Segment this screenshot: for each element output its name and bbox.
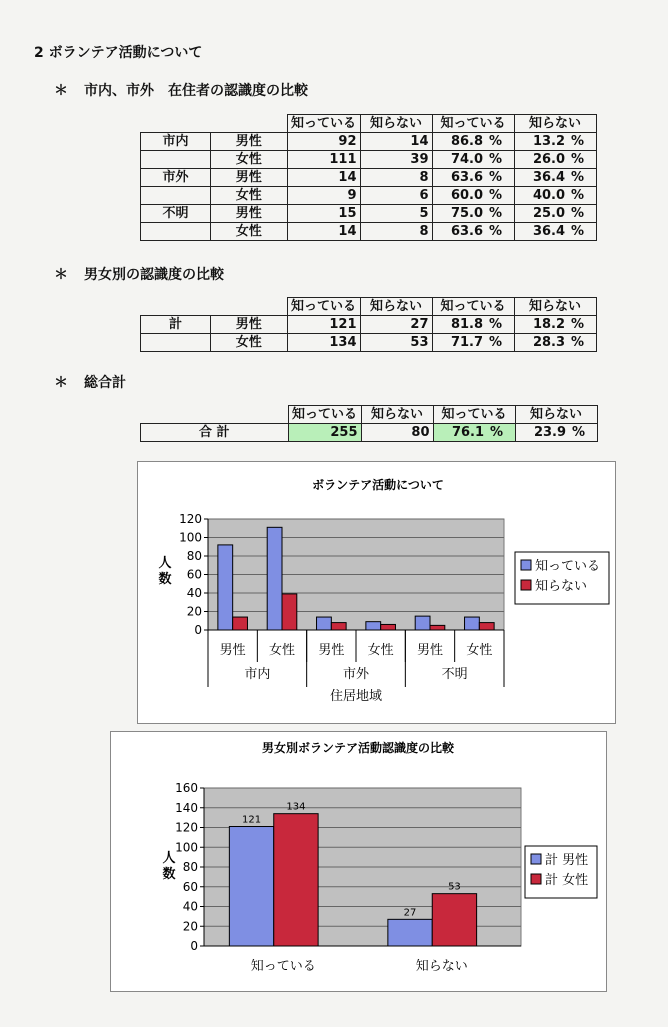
pct-unit: % — [485, 205, 514, 223]
legend-swatch — [531, 874, 541, 884]
header-know-count: 知っている — [287, 115, 360, 133]
pct-unit: % — [485, 334, 514, 352]
x-tick-label: 知らない — [415, 959, 468, 974]
header-know-pct: 知っている — [432, 298, 514, 316]
gender-table — [140, 297, 597, 352]
region-bar-chart — [138, 462, 615, 723]
dont-count-cell: 53 — [360, 334, 432, 352]
dont-count-cell: 5 — [360, 205, 432, 223]
know-pct-cell: 63.6 — [432, 169, 485, 187]
data-label: 121 — [242, 814, 262, 826]
legend-label: 計 女性 — [545, 873, 589, 888]
know-count-cell: 92 — [287, 133, 360, 151]
bar — [229, 827, 273, 946]
x-tick-label: 女性 — [367, 643, 394, 658]
pct-unit: % — [567, 151, 596, 169]
dont-pct-cell: 26.0 — [514, 151, 567, 169]
pct-unit: % — [568, 424, 597, 442]
know-pct-cell: 86.8 — [432, 133, 485, 151]
know-pct-cell: 76.1 — [433, 424, 486, 442]
dont-pct-cell: 40.0 — [514, 187, 567, 205]
y-tick-label: 120 — [179, 512, 202, 526]
know-count-cell: 111 — [287, 151, 360, 169]
know-count-cell: 15 — [287, 205, 360, 223]
know-pct-cell: 60.0 — [432, 187, 485, 205]
group-label: 不明 — [441, 667, 468, 682]
y-tick-label: 100 — [179, 530, 202, 545]
y-tick-label: 80 — [186, 549, 202, 563]
region-cell: 市内 — [141, 133, 211, 151]
header-dont-count: 知らない — [360, 298, 432, 316]
bar — [430, 625, 445, 630]
group-label: 市外 — [342, 667, 370, 682]
dont-count-cell: 39 — [360, 151, 432, 169]
section2-title: 男女別の認識度の比較 — [84, 267, 224, 283]
gender-bar-chart — [111, 732, 606, 991]
table-row — [141, 151, 597, 169]
bar — [366, 622, 381, 630]
pct-unit: % — [485, 169, 514, 187]
region-cell — [141, 187, 211, 205]
know-count-cell: 255 — [288, 424, 361, 442]
know-count-cell: 121 — [287, 316, 360, 334]
gender-cell: 男性 — [211, 316, 288, 334]
know-count-cell: 14 — [287, 223, 360, 241]
bar — [381, 624, 396, 630]
legend-label: 計 男性 — [545, 853, 589, 868]
y-tick-label: 40 — [186, 586, 202, 600]
dont-count-cell: 6 — [360, 187, 432, 205]
chart-gender — [110, 731, 607, 992]
bar — [282, 594, 297, 630]
dont-count-cell: 80 — [361, 424, 433, 442]
gender-cell: 女性 — [211, 334, 288, 352]
table-row — [141, 169, 597, 187]
bar — [317, 617, 332, 630]
x-tick-label: 男性 — [318, 643, 345, 658]
pct-unit: % — [567, 316, 596, 334]
header-dont-count: 知らない — [360, 115, 432, 133]
know-pct-cell: 71.7 — [432, 334, 485, 352]
chart-title: ボランテア活動について — [312, 478, 444, 492]
pct-unit: % — [567, 223, 596, 241]
chart-region — [137, 461, 616, 724]
dont-pct-cell: 23.9 — [515, 424, 568, 442]
y-tick-label: 40 — [182, 899, 198, 914]
y-tick-label: 20 — [186, 604, 202, 619]
dont-count-cell: 14 — [360, 133, 432, 151]
header-dont-count: 知らない — [361, 406, 433, 424]
y-axis-label: 数 — [158, 572, 172, 587]
y-tick-label: 140 — [175, 800, 198, 815]
section1-title: 市内、市外 在住者の認識度の比較 — [84, 83, 308, 99]
pct-unit: % — [485, 133, 514, 151]
x-tick-label: 女性 — [466, 643, 493, 658]
x-tick-label: 女性 — [268, 643, 296, 658]
table-row — [141, 187, 597, 205]
dont-pct-cell: 13.2 — [514, 133, 567, 151]
pct-unit: % — [567, 169, 596, 187]
page-heading: 2 ボランテア活動について — [34, 45, 203, 61]
header-know-count: 知っている — [287, 298, 360, 316]
total-label-cell: 合 計 — [141, 424, 289, 442]
legend-swatch — [521, 560, 531, 570]
legend-label: 知っている — [535, 559, 601, 574]
dont-pct-cell: 28.3 — [514, 334, 567, 352]
dont-count-cell: 8 — [360, 169, 432, 187]
region-cell: 計 — [141, 316, 211, 334]
x-tick-label: 男性 — [416, 643, 444, 658]
bar — [388, 919, 432, 946]
table-row — [141, 316, 597, 334]
bar — [267, 527, 282, 630]
region-cell: 不明 — [141, 205, 211, 223]
pct-unit: % — [485, 151, 514, 169]
legend-swatch — [521, 580, 531, 590]
gender-cell: 男性 — [211, 169, 288, 187]
gender-cell: 女性 — [211, 187, 288, 205]
section1-title-row — [54, 80, 308, 100]
gender-cell: 女性 — [211, 223, 288, 241]
header-dont-pct: 知らない — [515, 406, 597, 424]
dont-pct-cell: 25.0 — [514, 205, 567, 223]
header-know-pct: 知っている — [432, 115, 514, 133]
y-tick-label: 160 — [175, 781, 198, 795]
y-axis-label: 人 — [158, 556, 172, 571]
section2-title-row — [54, 264, 224, 284]
header-know-count: 知っている — [288, 406, 361, 424]
y-tick-label: 20 — [182, 919, 198, 934]
pct-unit: % — [485, 187, 514, 205]
gender-cell: 女性 — [211, 151, 288, 169]
y-tick-label: 100 — [175, 840, 198, 855]
table-row — [141, 223, 597, 241]
section3-title: 総合計 — [84, 375, 126, 391]
y-axis-label: 人 — [162, 851, 176, 866]
data-label: 27 — [403, 907, 417, 919]
pct-unit: % — [486, 424, 515, 442]
gender-cell: 男性 — [211, 205, 288, 223]
region-table — [140, 114, 597, 241]
header-know-pct: 知っている — [433, 406, 515, 424]
y-tick-label: 120 — [175, 820, 198, 835]
dont-count-cell: 8 — [360, 223, 432, 241]
x-tick-label: 知っている — [250, 959, 316, 974]
dont-pct-cell: 18.2 — [514, 316, 567, 334]
pct-unit: % — [567, 334, 596, 352]
section2-bullet: ＊ — [54, 267, 68, 283]
table-row — [141, 205, 597, 223]
data-label: 53 — [448, 881, 461, 893]
bar — [274, 814, 318, 946]
chart-title: 男女別ボランテア活動認識度の比較 — [261, 741, 455, 755]
know-pct-cell: 75.0 — [432, 205, 485, 223]
know-pct-cell: 63.6 — [432, 223, 485, 241]
pct-unit: % — [567, 187, 596, 205]
region-cell — [141, 334, 211, 352]
bar — [465, 617, 480, 630]
header-dont-pct: 知らない — [514, 115, 596, 133]
pct-unit: % — [485, 316, 514, 334]
region-cell: 市外 — [141, 169, 211, 187]
table-row — [141, 424, 598, 442]
y-axis-label: 数 — [162, 867, 176, 882]
section3-bullet: ＊ — [54, 375, 68, 391]
y-tick-label: 60 — [182, 879, 198, 894]
bar — [331, 623, 346, 630]
bar — [233, 617, 248, 630]
section3-title-row — [54, 372, 126, 392]
legend-label: 知らない — [535, 579, 588, 594]
bar — [432, 894, 476, 946]
know-pct-cell: 74.0 — [432, 151, 485, 169]
bar — [218, 545, 233, 630]
bar — [479, 623, 494, 630]
total-table — [140, 405, 598, 442]
region-cell — [141, 223, 211, 241]
section1-bullet: ＊ — [54, 83, 68, 99]
bar — [415, 616, 430, 630]
dont-pct-cell: 36.4 — [514, 169, 567, 187]
header-dont-pct: 知らない — [514, 298, 596, 316]
y-tick-label: 0 — [190, 939, 198, 953]
pct-unit: % — [567, 133, 596, 151]
region-cell — [141, 151, 211, 169]
know-pct-cell: 81.8 — [432, 316, 485, 334]
y-tick-label: 80 — [182, 860, 198, 874]
gender-cell: 男性 — [211, 133, 288, 151]
table-row — [141, 133, 597, 151]
know-count-cell: 134 — [287, 334, 360, 352]
legend-swatch — [531, 854, 541, 864]
data-label: 134 — [286, 801, 306, 813]
group-label: 市内 — [244, 667, 271, 682]
dont-count-cell: 27 — [360, 316, 432, 334]
y-tick-label: 60 — [186, 567, 202, 582]
x-tick-label: 男性 — [219, 643, 246, 658]
know-count-cell: 14 — [287, 169, 360, 187]
dont-pct-cell: 36.4 — [514, 223, 567, 241]
pct-unit: % — [485, 223, 514, 241]
pct-unit: % — [567, 205, 596, 223]
table-row — [141, 334, 597, 352]
know-count-cell: 9 — [287, 187, 360, 205]
y-tick-label: 0 — [194, 623, 202, 637]
x-axis-label: 住居地域 — [329, 689, 383, 704]
